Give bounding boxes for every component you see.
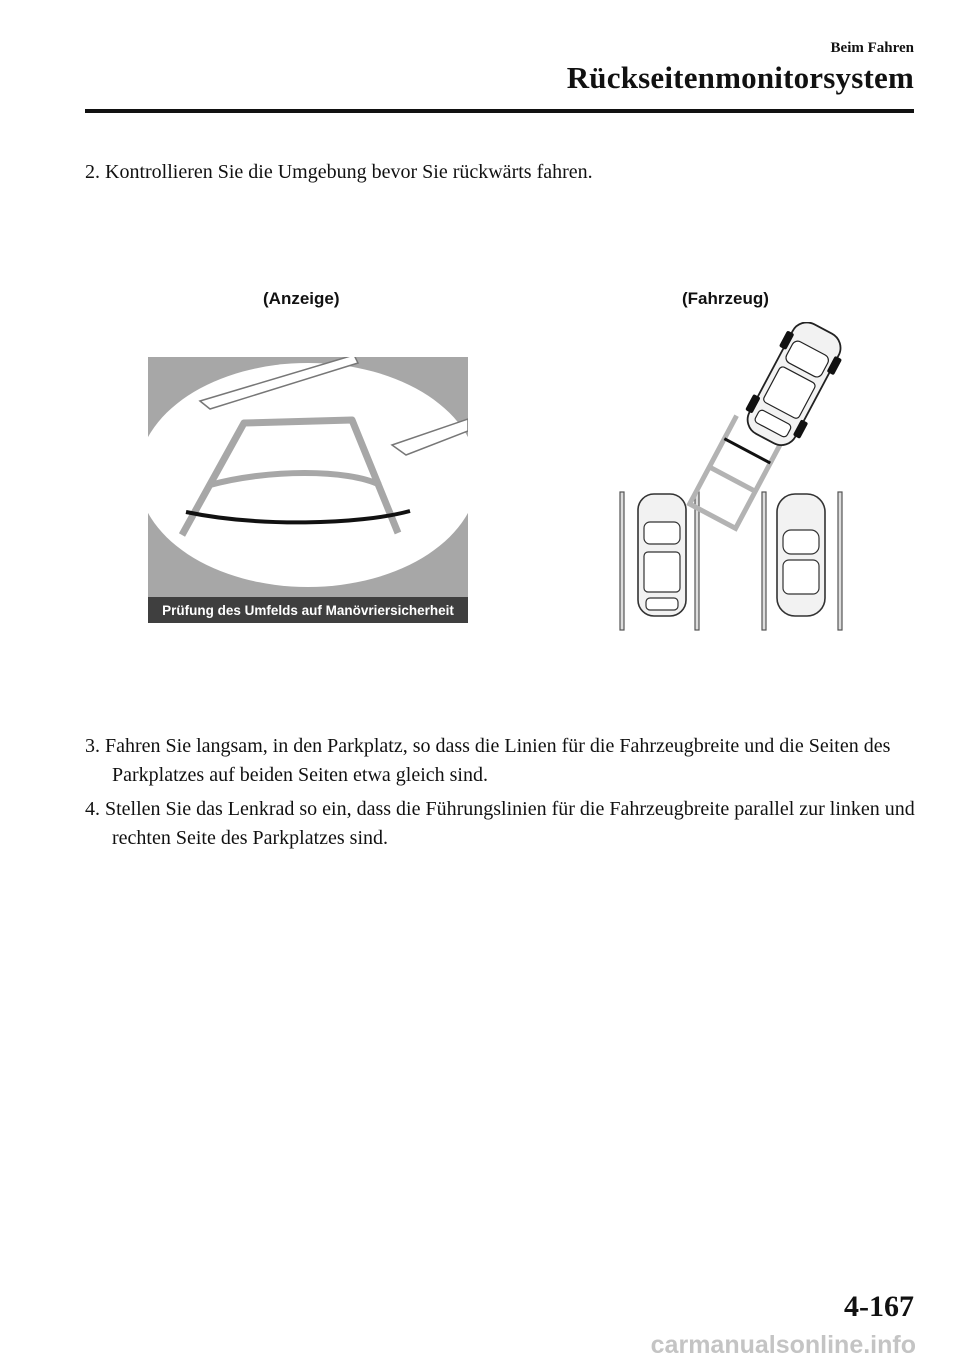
header-divider <box>85 109 914 113</box>
section-label: Beim Fahren <box>830 40 914 56</box>
screen-caption: Prüfung des Umfelds auf Manövriersicherheit <box>162 603 454 618</box>
guide-projection <box>709 467 755 491</box>
display-label: (Anzeige) <box>263 289 340 308</box>
reversing-car <box>738 322 851 453</box>
parking-diagram <box>600 322 860 638</box>
step-2-text: 2. Kontrollieren Sie die Umgebung bevor Sie rückwärts fahren. <box>85 161 593 183</box>
bay-line <box>838 492 842 630</box>
vehicle-label: (Fahrzeug) <box>682 289 769 308</box>
page-title: Rückseitenmonitorsystem <box>566 60 914 95</box>
bay-line <box>695 492 699 630</box>
guide-distance-line <box>724 439 770 463</box>
bay-line <box>620 492 624 630</box>
parked-car-right <box>777 494 825 616</box>
step-3-text: 3. Fahren Sie langsam, in den Parkplatz, so dass die Linien für die Fahrzeugbreite und die Seiten des Parkplatzes auf beiden Seiten etwa gleich sind. <box>85 735 891 786</box>
watermark: carmanualsonline.info <box>650 1331 916 1359</box>
bay-line <box>762 492 766 630</box>
page-number: 4-167 <box>844 1290 914 1323</box>
rear-camera-display <box>148 357 468 623</box>
step-4-text: 4. Stellen Sie das Lenkrad so ein, dass die Führungslinien für die Fahrzeugbreite parallel zur linken und rechten Seite des Parkplatzes sind. <box>85 798 915 849</box>
parked-car-left <box>638 494 686 616</box>
